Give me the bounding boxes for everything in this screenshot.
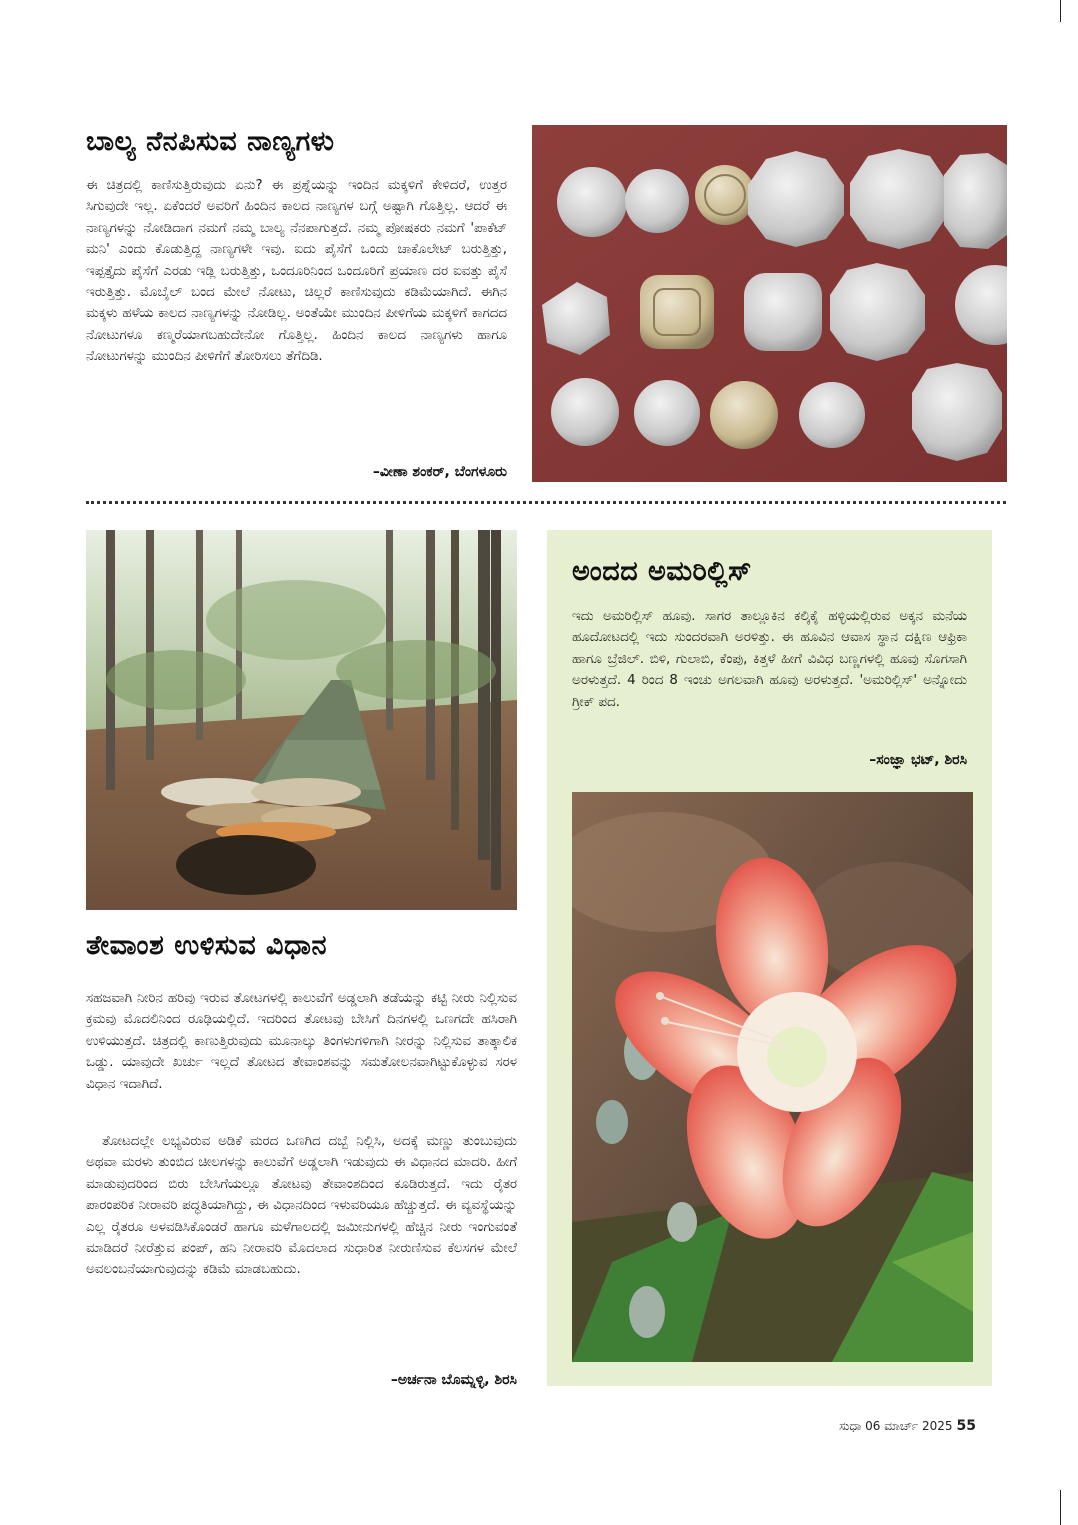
coins-article-body: ಈ ಚಿತ್ರದಲ್ಲಿ ಕಾಣಿಸುತ್ತಿರುವುದು ಏನು? ಈ ಪ್ರಶ್ನೆಯನ್ನು ಇಂದಿನ ಮಕ್ಕಳಿಗೆ ಕೇಳಿದರೆ, ಉತ್ತರ ಸಿಗುವುದೇ ಇಲ್ಲ. ಏಕೆಂದರೆ ಅವರಿಗೆ ಹಿಂದಿನ ಕಾಲದ ನಾಣ್ಯಗಳ ಬಗ್ಗೆ ಅಷ್ಟಾಗಿ ಗೊತ್ತಿಲ್ಲ. ಆದರೆ ಈ ನಾಣ್ಯಗಳನ್ನು ನೋಡಿದಾಗ ನಮಗೆ ನಮ್ಮ ಬಾಲ್ಯ ನೆನಪಾಗುತ್ತದೆ. ನಮ್ಮ ಪೋಷಕರು ನಮಗೆ 'ಪಾಕೆಟ್ ಮನಿ' ಎಂದು ಕೊಡುತ್ತಿದ್ದ ನಾಣ್ಯಗಳೇ ಇವು. ಐದು ಪೈಸೆಗೆ ಒಂದು ಚಾಕೊಲೇಟ್ ಬರುತ್ತಿತ್ತು, ಇಪ್ಪತ್ತೈದು ಪೈಸೆಗೆ ಎರಡು ಇಡ್ಲಿ ಬರುತ್ತಿತ್ತು, ಒಂದೂರಿನಿಂದ ಒಂದೂರಿಗೆ ಪ್ರಯಾಣ ದರ ಐವತ್ತು ಪೈಸೆ ಇರುತ್ತಿತ್ತು. ಮೊಬೈಲ್ ಬಂದ ಮೇಲೆ ನೋಟು, ಚಿಲ್ಲರೆ ಕಾಣಿಸುವುದು ಕಡಿಮೆಯಾಗಿದೆ. ಈಗಿನ ಮಕ್ಕಳು ಹಳೆಯ ಕಾಲದ ನಾಣ್ಯಗಳನ್ನು ನೋಡಿಲ್ಲ. ಅಂತೆಯೇ ಮುಂದಿನ ಪೀಳಿಗೆಯ ಮಕ್ಕಳಿಗೆ ಕಾಗದದ ನೋಟುಗಳೂ ಕಣ್ಮರೆಯಾಗಬಹುದೇನೋ ಗೊತ್ತಿಲ್ಲ. ಹಿಂದಿನ ಕಾಲದ ನಾಣ್ಯಗಳು ಹಾಗೂ ನೋಟುಗಳನ್ನು ಮುಂದಿನ ಪೀಳಿಗೆಗೆ ತೋರಿಸಲು ತೆಗೆದಿಡಿ. [86, 178, 507, 365]
moisture-article-title: ತೇವಾಂಶ ಉಳಿಸುವ ವಿಧಾನ [86, 930, 327, 961]
coin [748, 151, 844, 247]
coin [625, 169, 689, 233]
crop-mark-top-right [1060, 0, 1061, 22]
moisture-article-byline: –ಅರ್ಚನಾ ಬೊಮ್ನಳ್ಳಿ, ಶಿರಸಿ [390, 1372, 517, 1388]
coin [830, 263, 925, 361]
moisture-article-para2: ತೋಟದಲ್ಲೇ ಲಭ್ಯವಿರುವ ಅಡಿಕೆ ಮರದ ಒಣಗಿದ ದಬ್ಬೆ ನಿಲ್ಲಿಸಿ, ಅದಕ್ಕೆ ಮಣ್ಣು ತುಂಬುವುದು ಅಥವಾ ಮರಳು ತುಂಬಿದ ಚೀಲಗಳನ್ನು ಕಾಲುವೆಗೆ ಅಡ್ಡಲಾಗಿ ಇಡುವುದು ಈ ವಿಧಾನದ ಮಾದರಿ. ಹೀಗೆ ಮಾಡುವುದರಿಂದ ಬಿರು ಬೇಸಿಗೆಯಲ್ಲೂ ತೋಟವು ತೇವಾಂಶದಿಂದ ಕೂಡಿರುತ್ತದೆ. ಇದು ರೈತರ ಪಾರಂಪರಿಕ ನೀರಾವರಿ ಪದ್ಧತಿಯಾಗಿದ್ದು, ಈ ವಿಧಾನದಿಂದ ಇಳುವರಿಯೂ ಹೆಚ್ಚುತ್ತದೆ. ಈ ವ್ಯವಸ್ಥೆಯನ್ನು ಎಲ್ಲ ರೈತರೂ ಅಳವಡಿಸಿಕೊಂಡರೆ ಹಾಗೂ ಮಳೆಗಾಲದಲ್ಲಿ ಜಮೀನುಗಳಲ್ಲಿ ಹೆಚ್ಚಿನ ನೀರು ಇಂಗುವಂತೆ ಮಾಡಿದರೆ ನೀರೆತ್ತುವ ಪಂಪ್, ಹನಿ ನೀರಾವರಿ ಮೊದಲಾದ ಸುಧಾರಿತ ನೀರುಣಿಸುವ ಕೆಲಸಗಳ ಮೇಲೆ ಅವಲಂಬನೆಯಾಗುವುದನ್ನು ಕಡಿಮೆ ಮಾಡಬಹುದು. [86, 1134, 517, 1278]
garden-canal-photo [86, 530, 517, 910]
coin [634, 380, 700, 446]
coin [850, 149, 948, 249]
coin [944, 153, 1007, 249]
coins-article-title: ಬಾಲ್ಯ ನೆನಪಿಸುವ ನಾಣ್ಯಗಳು [86, 126, 335, 157]
amaryllis-article-title: ಅಂದದ ಅಮರಿಲ್ಲಿಸ್ [572, 556, 752, 587]
coin [640, 275, 714, 349]
page-number: 55 [956, 1418, 976, 1434]
amaryllis-article-body: ಇದು ಅಮರಿಲ್ಲಿಸ್ ಹೂವು. ಸಾಗರ ತಾಲ್ಲೂಕಿನ ಕಲ್ಕಿಕೈ ಹಳ್ಳಿಯಲ್ಲಿರುವ ಅಕ್ಕನ ಮನೆಯ ಹೂದೋಟದಲ್ಲಿ ಇದು ಸುಂದರವಾಗಿ ಅರಳಿತ್ತು. ಈ ಹೂವಿನ ಆವಾಸ ಸ್ಥಾನ ದಕ್ಷಿಣ ಆಫ್ರಿಕಾ ಹಾಗೂ ಬ್ರೆಜಿಲ್. ಬಿಳಿ, ಗುಲಾಬಿ, ಕೆಂಪು, ಕಿತ್ತಳೆ ಹೀಗೆ ವಿವಿಧ ಬಣ್ಣಗಳಲ್ಲಿ ಹೂವು ಸೊಗಸಾಗಿ ಅರಳುತ್ತದೆ. 4 ರಿಂದ 8 ಇಂಚು ಅಗಲವಾಗಿ ಹೂವು ಅರಳುತ್ತದೆ. 'ಅಮರಿಲ್ಲಿಸ್' ಅನ್ನೋದು ಗ್ರೀಕ್ ಪದ. [572, 609, 967, 710]
coins-photo [532, 125, 1007, 482]
coin [710, 381, 778, 449]
coin [912, 363, 1002, 461]
page-folio [839, 1418, 976, 1434]
coin [744, 273, 822, 351]
coin [551, 378, 619, 446]
amaryllis-photo [572, 792, 973, 1362]
moisture-article-para1: ಸಹಜವಾಗಿ ನೀರಿನ ಹರಿವು ಇರುವ ತೋಟಗಳಲ್ಲಿ ಕಾಲುವೆಗೆ ಅಡ್ಡಲಾಗಿ ತಡೆಯನ್ನು ಕಟ್ಟಿ ನೀರು ನಿಲ್ಲಿಸುವ ಕ್ರಮವು ಮೊದಲಿನಿಂದ ರೂಢಿಯಲ್ಲಿದೆ. ಇದರಿಂದ ತೋಟವು ಬೇಸಿಗೆ ದಿನಗಳಲ್ಲಿ ಒಣಗದೇ ಹಸಿರಾಗಿ ಉಳಿಯುತ್ತದೆ. ಚಿತ್ರದಲ್ಲಿ ಕಾಣುತ್ತಿರುವುದು ಮೂನಾಲ್ಕು ತಿಂಗಳುಗಳಿಗಾಗಿ ನೀರನ್ನು ನಿಲ್ಲಿಸುವ ತಾತ್ಕಾಲಿಕ ಒಡ್ಡು. ಯಾವುದೇ ಖರ್ಚು ಇಲ್ಲದೆ ತೋಟದ ತೇವಾಂಶವನ್ನು ಸಮತೋಲನವಾಗಿಟ್ಟುಕೊಳ್ಳುವ ಸರಳ ವಿಧಾನ ಇದಾಗಿದೆ. [86, 991, 517, 1092]
section-divider [86, 501, 1006, 504]
folio-text: ಸುಧಾ 06 ಮಾರ್ಚ್ 2025 [839, 1419, 953, 1433]
coins-article-byline: –ವೀಣಾ ಶಂಕರ್, ಬೆಂಗಳೂರು [372, 464, 507, 480]
crop-mark-bottom-right [1060, 1490, 1061, 1525]
amaryllis-article-byline: –ಸಂಜ್ಞಾ ಭಟ್, ಶಿರಸಿ [869, 752, 967, 768]
coin [557, 167, 627, 237]
coin [799, 382, 865, 448]
